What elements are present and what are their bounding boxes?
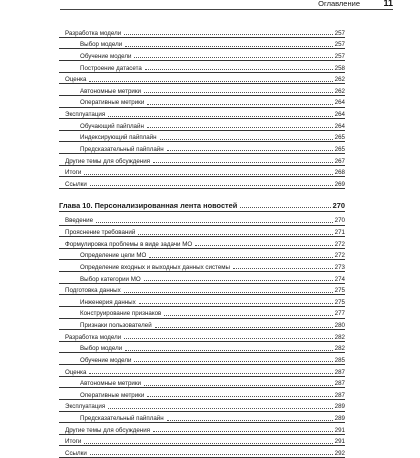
toc-leader-dots <box>233 268 333 269</box>
toc-leader-dots <box>153 431 333 432</box>
toc-divider <box>59 211 345 212</box>
toc-subentry[interactable] <box>59 248 345 260</box>
toc-entry-page: 282 <box>334 333 345 341</box>
toc-subentry[interactable] <box>59 341 345 353</box>
toc-entry-label: Построение датасета <box>80 64 142 72</box>
toc-entry[interactable] <box>59 165 345 177</box>
toc-leader-dots <box>167 150 333 151</box>
toc-entry[interactable] <box>59 25 345 37</box>
toc-entry-label: Итоги <box>65 438 82 446</box>
toc-entry-label: Разработка модели <box>65 333 122 341</box>
toc-leader-dots <box>89 81 332 82</box>
toc-leader-dots <box>84 174 332 175</box>
toc-entry-label: Автономные метрики <box>80 380 142 388</box>
toc-entry-page: 264 <box>334 122 345 130</box>
toc-entry-label: Индексирующий пайплайн <box>80 134 157 142</box>
running-head <box>0 0 420 10</box>
toc-entry-page: 265 <box>334 145 345 153</box>
running-head-title: Оглавление <box>318 0 360 8</box>
toc-entry[interactable] <box>59 422 345 434</box>
toc-entry-label: Формулировка проблемы в виде задачи МО <box>65 240 193 248</box>
toc-entry-page: 289 <box>334 403 345 411</box>
toc-entry-page: 289 <box>334 415 345 422</box>
toc-entry-page: 287 <box>334 368 345 376</box>
toc-entry[interactable] <box>59 72 345 84</box>
toc-subentry[interactable] <box>59 83 345 95</box>
toc-entry-page: 273 <box>334 263 345 271</box>
toc-leader-dots <box>134 57 332 58</box>
toc-entry-page: 291 <box>334 426 345 434</box>
toc-subentry[interactable] <box>59 118 345 130</box>
toc-section-chapter-10 <box>59 213 345 457</box>
toc-entry-page: 257 <box>334 29 345 37</box>
toc-chapter-page: 270 <box>332 200 345 210</box>
toc-entry-page: 287 <box>334 380 345 388</box>
toc-leader-dots <box>89 373 332 374</box>
toc-leader-dots <box>139 303 333 304</box>
toc-entry[interactable] <box>59 224 345 236</box>
toc-subentry[interactable] <box>59 271 345 283</box>
toc-entry-label: Оперативные метрики <box>80 391 145 399</box>
toc-entry[interactable] <box>59 399 345 411</box>
toc-leader-dots <box>108 116 333 117</box>
toc-leader-dots <box>147 127 333 128</box>
toc-entry-label: Эксплуатация <box>65 403 106 411</box>
toc-subentry[interactable] <box>59 376 345 388</box>
toc-subentry[interactable] <box>59 48 345 60</box>
toc-leader-dots <box>124 34 333 35</box>
toc-entry-label: Оценка <box>65 368 87 376</box>
toc-entry-page: 265 <box>334 134 345 142</box>
running-head-rule <box>60 9 393 10</box>
toc-entry-page: 275 <box>334 287 345 295</box>
toc-leader-dots <box>90 185 333 186</box>
toc-entry-page: 264 <box>334 99 345 107</box>
toc-leader-dots <box>147 396 332 397</box>
toc-entry[interactable] <box>59 153 345 165</box>
toc-leader-dots <box>124 338 333 339</box>
toc-entry-page: 270 <box>334 217 345 225</box>
toc-entry[interactable] <box>59 106 345 118</box>
toc-leader-dots <box>125 350 332 351</box>
toc-entry-label: Определение цели МО <box>80 252 147 260</box>
toc-entry-label: Обучающий пайплайн <box>80 122 144 130</box>
toc-entry-label: Введение <box>65 217 94 225</box>
table-of-contents <box>59 25 345 457</box>
toc-entry-page: 267 <box>334 157 345 165</box>
toc-subentry[interactable] <box>59 352 345 364</box>
toc-entry-page: 269 <box>334 180 345 188</box>
toc-entry-page: 280 <box>334 322 345 329</box>
toc-leader-dots <box>84 443 332 444</box>
toc-leader-dots <box>240 207 330 208</box>
toc-leader-dots <box>155 327 333 328</box>
toc-entry-page: 262 <box>334 87 345 95</box>
toc-entry-label: Оперативные метрики <box>80 99 145 107</box>
toc-entry-page: 285 <box>334 356 345 364</box>
toc-entry[interactable] <box>59 434 345 446</box>
toc-entry-label: Прояснение требований <box>65 229 136 236</box>
toc-entry-label: Выбор модели <box>80 41 123 49</box>
toc-entry-label: Эксплуатация <box>65 111 106 118</box>
toc-leader-dots <box>144 92 333 93</box>
toc-entry-label: Разработка модели <box>65 29 122 37</box>
toc-entry-page: 282 <box>334 345 345 353</box>
toc-leader-dots <box>96 222 333 223</box>
toc-entry[interactable] <box>59 283 345 295</box>
toc-entry-label: Конструирование признаков <box>80 310 162 318</box>
toc-entry-label: Ссылки <box>65 180 87 188</box>
toc-section-previous-chapter <box>59 25 345 188</box>
toc-leader-dots <box>125 46 332 47</box>
toc-subentry[interactable] <box>59 37 345 49</box>
toc-entry-label: Признаки пользователей <box>80 322 152 329</box>
toc-subentry[interactable] <box>59 259 345 271</box>
toc-entry-page: 275 <box>334 298 345 306</box>
toc-entry-page: 292 <box>334 449 345 457</box>
toc-entry-page: 274 <box>334 275 345 283</box>
toc-leader-dots <box>108 408 333 409</box>
toc-subentry[interactable] <box>59 306 345 318</box>
toc-entry-page: 291 <box>334 438 345 446</box>
toc-entry[interactable] <box>59 213 345 225</box>
toc-leader-dots <box>147 104 332 105</box>
toc-entry-page: 271 <box>334 229 345 236</box>
toc-leader-dots <box>164 315 332 316</box>
toc-entry-page: 264 <box>334 111 345 118</box>
toc-entry-label: Предсказательный пайплайн <box>80 145 164 153</box>
toc-entry-page: 262 <box>334 76 345 84</box>
toc-entry-page: 258 <box>334 64 345 72</box>
page-number: 11 <box>383 0 393 8</box>
toc-entry-page: 257 <box>334 52 345 60</box>
toc-leader-dots <box>153 162 333 163</box>
toc-entry-label: Выбор модели <box>80 345 123 353</box>
toc-entry-label: Подготовка данных <box>65 287 121 295</box>
toc-entry-label: Обучение модели <box>80 52 132 60</box>
toc-entry[interactable] <box>59 176 345 188</box>
toc-entry[interactable] <box>59 329 345 341</box>
toc-entry-label: Ссылки <box>65 449 87 457</box>
toc-entry-label: Автономные метрики <box>80 87 142 95</box>
toc-entry-label: Предсказательный пайплайн <box>80 415 164 422</box>
toc-entry-page: 257 <box>334 41 345 49</box>
toc-entry[interactable] <box>59 236 345 248</box>
toc-leader-dots <box>138 234 332 235</box>
toc-entry-label: Итоги <box>65 169 82 177</box>
toc-divider <box>59 188 345 189</box>
toc-leader-dots <box>90 454 333 455</box>
toc-entry-page: 272 <box>334 252 345 260</box>
toc-subentry[interactable] <box>59 317 345 329</box>
toc-leader-dots <box>144 385 333 386</box>
toc-leader-dots <box>160 139 333 140</box>
toc-leader-dots <box>144 280 333 281</box>
toc-chapter-heading[interactable] <box>59 193 345 210</box>
toc-leader-dots <box>195 245 333 246</box>
toc-entry-label: Обучение модели <box>80 356 132 364</box>
toc-subentry[interactable] <box>59 294 345 306</box>
toc-entry-label: Другие темы для обсуждения <box>65 426 151 434</box>
toc-subentry[interactable] <box>59 410 345 422</box>
toc-entry[interactable] <box>59 364 345 376</box>
toc-entry-page: 277 <box>334 310 345 318</box>
toc-leader-dots <box>134 361 332 362</box>
toc-entry-page: 272 <box>334 240 345 248</box>
toc-chapter-title: Глава 10. Персонализированная лента новостей <box>59 200 238 210</box>
toc-subentry[interactable] <box>59 60 345 72</box>
toc-leader-dots <box>145 69 333 70</box>
toc-subentry[interactable] <box>59 141 345 153</box>
toc-subentry[interactable] <box>59 130 345 142</box>
toc-entry-label: Другие темы для обсуждения <box>65 157 151 165</box>
toc-entry[interactable] <box>59 445 345 457</box>
toc-leader-dots <box>124 292 333 293</box>
toc-subentry[interactable] <box>59 95 345 107</box>
toc-subentry[interactable] <box>59 387 345 399</box>
toc-entry-label: Выбор категории МО <box>80 275 141 283</box>
toc-entry-page: 268 <box>334 169 345 177</box>
toc-entry-page: 287 <box>334 391 345 399</box>
toc-entry-label: Определение входных и выходных данных системы <box>80 263 230 271</box>
toc-entry-label: Оценка <box>65 76 87 84</box>
toc-leader-dots <box>149 257 332 258</box>
toc-entry-label: Инженерия данных <box>80 298 136 306</box>
